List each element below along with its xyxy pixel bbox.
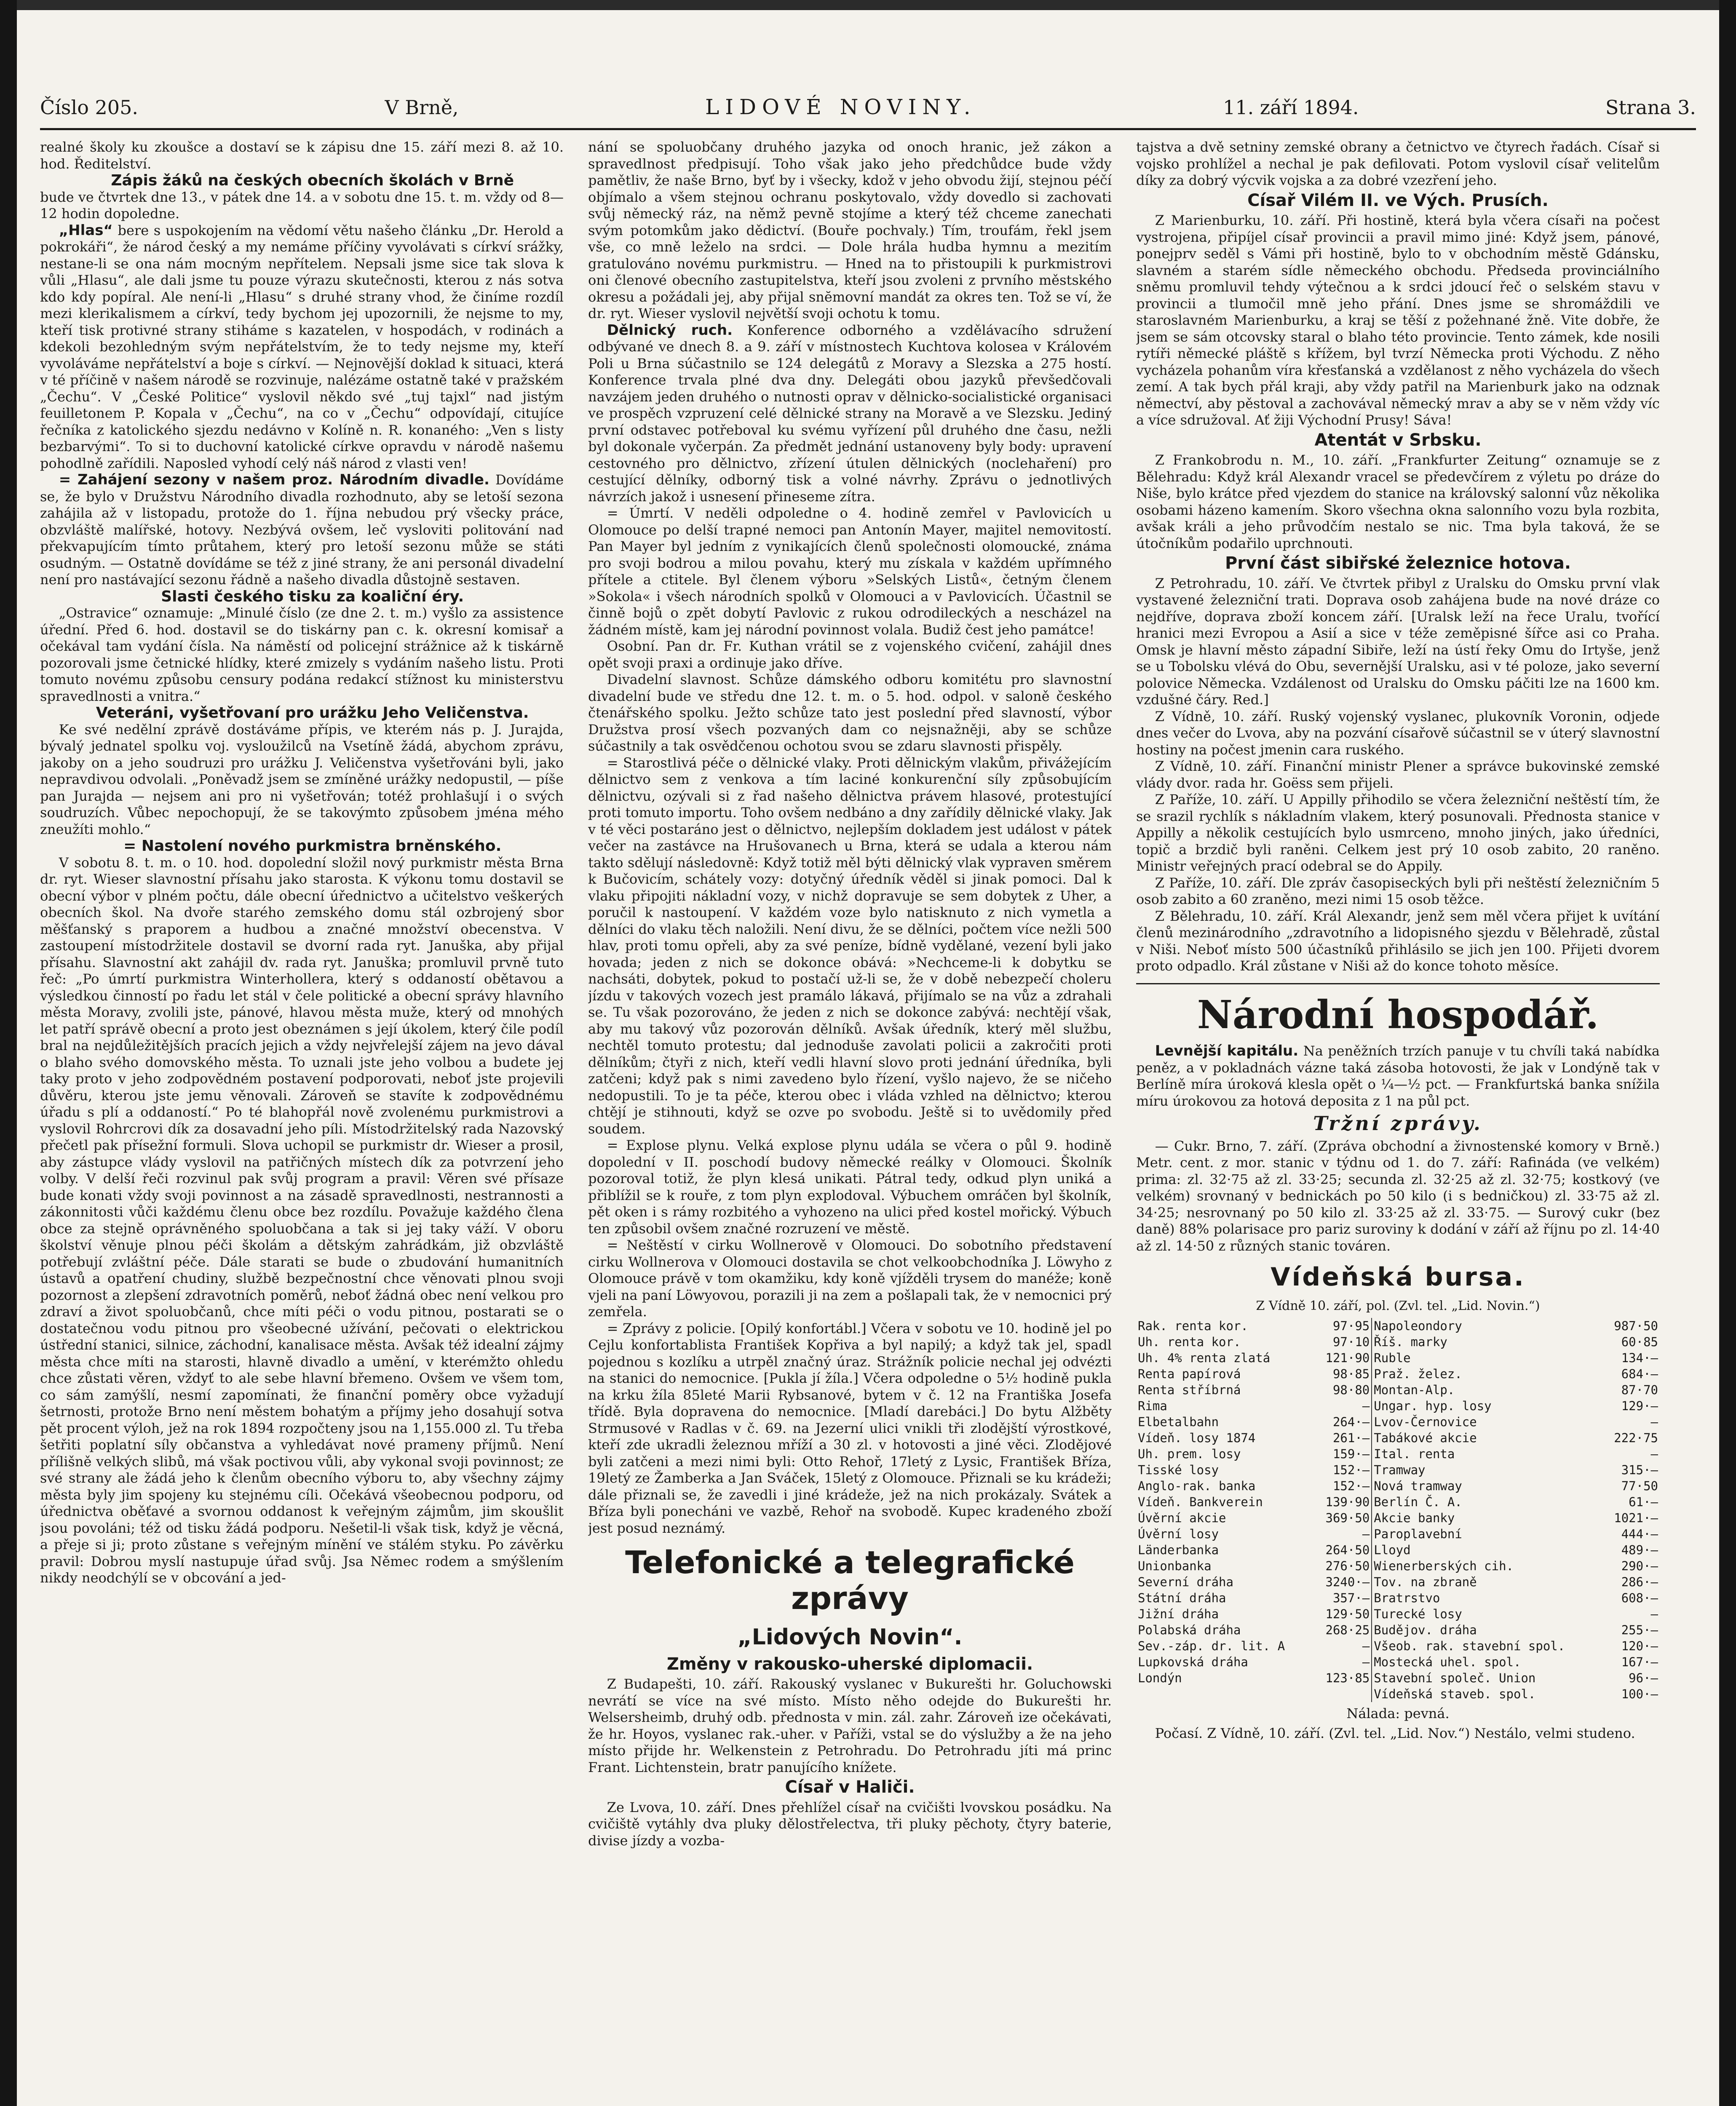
bursa-item: Rima	[1138, 1398, 1167, 1413]
column-3	[1136, 139, 1660, 2106]
article-heading: Levnější kapitálu.	[1155, 1042, 1299, 1060]
bursa-value: 276·50	[1315, 1558, 1372, 1574]
bursa-value: 60·85	[1621, 1334, 1658, 1349]
article-heading: Změny v rakousko-uherské diplomacii.	[666, 1654, 1033, 1674]
article-text: Z Paříže, 10. září. Dle zpráv časopiseckých byli při neštěstí železničním 5 osob zabito a 60 zraněno, mezi nimi 15 osob těžce.	[1136, 874, 1660, 907]
bursa-item: Praž. želez.	[1374, 1366, 1462, 1381]
bursa-value: 489·—	[1621, 1542, 1658, 1557]
section-title-telegraf: Telefonické a telegrafické zprávy	[625, 1545, 1075, 1617]
bursa-value: —	[1650, 1446, 1658, 1461]
article-text: Osobní. Pan dr. Fr. Kuthan vrátil se z vojenského cvičení, zahájil dnes opět svoji praxi a ordinuje jako dříve.	[588, 638, 1112, 671]
bursa-item: Úvěrní akcie	[1138, 1510, 1226, 1525]
section-subtitle-telegraf: „Lidových Novin“.	[737, 1625, 963, 1650]
bursa-item: Lupkovská dráha	[1138, 1654, 1248, 1669]
bursa-value: 123·85	[1315, 1670, 1372, 1686]
bursa-row	[1136, 1606, 1660, 1622]
newspaper-name: LIDOVÉ NOVINY.	[705, 95, 976, 119]
bursa-item: Lloyd	[1374, 1542, 1411, 1557]
bursa-item: Severní dráha	[1138, 1574, 1233, 1589]
bursa-item: Tov. na zbraně	[1374, 1574, 1477, 1589]
article-heading: První část sibiřské železnice hotova.	[1225, 553, 1571, 573]
bursa-item: Říš. marky	[1374, 1334, 1447, 1349]
bursa-item: Londýn	[1138, 1670, 1182, 1685]
article-body: Dovídáme se, že bylo v Družstvu Národního divadla rozhodnuto, aby se letoší sezona zahájila až v listopadu, protože do 1. října nebudou prý všecky práce, obzvláště malířské, hotovy. Nezbývá ovšem, leč vysloviti politování nad překvapujícím tímto průtahem, který pro letoší sezonu může se státi osudným. — Ostatně dovídáme se též z jiné strany, že ani personál divadelní není pro nastávající sezonu řádně a našeho divadla důstojně sestaven.	[40, 472, 564, 588]
bursa-value: 61·—	[1629, 1494, 1658, 1509]
bursa-item: Tisské losy	[1138, 1462, 1219, 1477]
bursa-value: 121·90	[1315, 1350, 1372, 1366]
article-heading: Slasti českého tisku za koaliční éry.	[161, 588, 464, 605]
article-heading: Dělnický ruch.	[607, 321, 733, 339]
bursa-item: Všeob. rak. stavební spol.	[1374, 1638, 1565, 1653]
bursa-item: Berlín Č. A.	[1374, 1494, 1462, 1509]
article-text: = Explose plynu. Velká explose plynu udála se včera o půl 9. hodině dopolední v II. poschodí budovy německé reálky v Olomouci. Školník pozoroval totiž, že plyn klesá unikati. Pátral tedy, odkud plyn uniká a přiblížil se k rouře, z tom plyn explodoval. Výbuchem omráčen byl školník, pět oken i s rámy rozbitého a vyhozeno na ulici před kostel mořický. Výbuch ten způsobil ovšem značné rozruzení ve městě.	[588, 1137, 1112, 1237]
bursa-value: 684·—	[1621, 1366, 1658, 1381]
bursa-item: Renta stříbrná	[1138, 1382, 1241, 1397]
article-text: Počasí. Z Vídně, 10. září. (Zvl. tel. „Lid. Nov.“) Nestálo, velmi studeno.	[1155, 1725, 1635, 1742]
column-1	[40, 139, 564, 2106]
bursa-value: 139·90	[1315, 1494, 1372, 1510]
bursa-row	[1136, 1414, 1660, 1430]
article-heading: = Nastolení nového purkmistra brněnského.	[123, 837, 502, 855]
article-text: = Zprávy z policie. [Opilý konfortábl.] Včera v sobotu ve 10. hodině jel po Cejlu konfortablista František Kopřiva a byl napilý; a když tak jel, spadl pojednou s kozlíku a utrpěl značný úraz. Strážník policie nechal jej odvézti na stanici do nemocnice. [Pukla jí žíla.] Včera odpoledne o 5½ hodině pukla na krku žíla 85leté Marii Rybsanové, bytem v č. 12 na Františka Josefa třídě. Byla dopravena do nemocnice. [Mladí darebáci.] Do bytu Alžběty Strmusové v Radlas v č. 69. na Jezerní ulici vnikli tři zlodějští výrostkové, kteří zde ukradli železnou mříží a 30 zl. v hotovosti a jiné věci. Zlodějové byli zatčeni a mezi nimi byli: Otto Rehoř, 17letý z Lysic, František Bříza, 19letý ze Žamberka a Jan Sváček, 15letý z Olomouce. Přiznali se ku krádeži; dále přiznali se, že zavedli i jiné krádeže, jež na nich prokázaly. Svátek a Bříza byli ponecháni ve vazbě, Rehoř na svobodě. Kupec kradeného zboží jest posud neznámý.	[588, 1320, 1112, 1536]
article-heading: „Hlas“	[59, 222, 113, 239]
bursa-item: Rak. renta kor.	[1138, 1318, 1248, 1333]
bursa-value: 129·50	[1315, 1606, 1372, 1622]
bursa-item: Vídeň. Bankverein	[1138, 1494, 1263, 1509]
bursa-item: Tramway	[1374, 1462, 1426, 1477]
bursa-value: 98·80	[1315, 1382, 1372, 1398]
article-text	[40, 222, 564, 472]
bursa-row	[1136, 1318, 1660, 1334]
bursa-item: Elbetalbahn	[1138, 1414, 1219, 1429]
bursa-item: Länderbanka	[1138, 1542, 1219, 1557]
bursa-item: Polabská dráha	[1138, 1622, 1241, 1637]
bursa-value: 369·50	[1315, 1510, 1372, 1526]
bursa-item: Stavební společ. Union	[1374, 1670, 1536, 1685]
bursa-item: Sev.-záp. dr. lit. A	[1138, 1638, 1285, 1653]
bursa-value: 96·—	[1629, 1670, 1658, 1685]
bursa-item: Ungar. hyp. losy	[1374, 1398, 1492, 1413]
bursa-item: Wienerberských cih.	[1374, 1558, 1514, 1573]
issue-number: Číslo 205.	[40, 96, 138, 119]
bursa-item: Jižní dráha	[1138, 1606, 1219, 1621]
bursa-value: 97·95	[1315, 1318, 1372, 1334]
bursa-row	[1136, 1334, 1660, 1350]
article-text: V sobotu 8. t. m. o 10. hod. dopolední složil nový purkmistr města Brna dr. ryt. Wieser slavnostní přísahu jako starosta. K výkonu tomu dostavil se obecní výbor v plném počtu, dále obecní úřednictvo a učitelstvo veškerých obecních škol. Na dvoře starého zemského domu stál ozbrojený sbor měšťanský s praporem a hudbou a značné množství obecenstva. V zastoupení místodržitele dostavil se dvorní rada ryt. Januška, aby přijal přísahu. Slavnostní akt zahájil dv. rada ryt. Januška; promluvil prvně tuto řeč: „Po úmrtí purkmistra Winterhollera, který s oddaností obětavou a výsledkou činností po řadu let stál v čele politické a obecní správy hlavního města Moravy, zvolili jste, pánové, hlavou města muže, který od mnohých let patří správě obecní a proto jest obeznámen s její úkolem, který čile podíl bral na nejdůležitějších pracích jejich a vždy nejvřelejší zájem na jevo dával o blaho svého domovského města. To uznali jste jeho volbou a budete jej taky proto v jeho zodpovědném postavení podporovati, neboť jste projevili důvěru, kterou jste jemu věnovali. Zároveň se stavíte k zodpovědnému úřadu s plí a oddaností.“ Po té blahopřál nově zvolenému purkmistrovi a vyslovil Rohrcrovi dík za dosavadní jeho píli. Místodržitelský rada Nazovský přečetl pak přísežní formuli. Slova uchopil se purkmistr dr. Wieser a prosil, aby zástupce vlády vyslovil na patřičných místech dík za potvrzení jeho volby. V delší řeči rozvinul pak svůj program a pravil: Věren své přísaze bude konati vždy svoji povinnost a na zásadě spravedlnosti, nestrannosti a zákonnitosti vůči každému členu obce bez rozdílu. Považuje každého člena obce za stejně oprávněného spoluobčana a tak si jej taky váží. V oboru školství věnuje plnou péči školám a dětským zahrádkám, již obzvláště potřebují zvláštní péče. Dále starati se bude o zbudování humanitních ústavů a opatření chudiny, službě bezpečnostní chce věnovati plnou svoji pozornost a zlepšení zdravotních poměrů, neboť žádná obec není velkou pro zdraví a život spoluobčanů, chce míti péči o vodu pitnou, postarati se o dostatečnou vodu pitnou pro všeobecné užívání, pečovati o elektrickou ústřední stanici, silnice, záchodní, kanalisace města. Avšak též idealní zájmy města chce míti na starosti, hlavně divadlo a umění, v kterémžto ohledu chce zůstati věren, vždyť to ale sebe hlavní břemeno. Ovšem ve všem tom, co sám zamýšlí, nesmí zapomínati, že finanční poměry obce vyžadují šetrnosti, protože Brno není městem bohatým a příjmy jeho dosahují sotva pět procent výloh, jež na rok 1894 rozpočteny jsou na 1,155.000 zl. Tu třeba šetřiti poplatní síly občanstva a vyhledávat nové prameny příjmů. Není přílišně velkých slibů, má však poctivou vůli, aby vykonal svoji povinnost; ze své strany ale žádá jeho k členům obecního výboru to, aby všechny zájmy města byly jim spojeny ku stejnému cíli. Očekává všeobecnou podporu, od úřednictva oběťavé a svornou oddanost k veřejným zájmům, jim skoušlit jsou povoláni; též od tisku žádá podporu. Nešetil-li však tisk, když je věcná, a přeje si ji; proto zůstane s veřejným mínění ve stálém styku. Po závěrku pravil: Dobrou myslí nastupuje úřad svůj. Jsa Němec rodem a smýšlením nikdy neodchýlí se v obcování a jed-	[40, 854, 564, 1586]
article-body: bere s uspokojením na vědomí větu našeho článku „Dr. Herold a pokrokáři“, že národ český a my nemáme příčiny vyvolávati s církví srážky, nestane-li se ona nám mocným nepřítelem. Nepsali jsme sice tak slova k vůli „Hlasu“, ale dali jsme tu pouze výrazu skutečnosti, kterou z nás sotva kdo kdy popíral. Ale není-li „Hlasu“ s druhé strany vhod, že činíme rozdíl mezi klerikalismem a církví, tedy bychom jej upozornili, že nejsme to my, kteří tisk protivné strany stiháme s kazatelen, v hospodách, v rodinách a kdekoli bezohledným svým nepřátelstvím, že to tedy nejsme my, kteří vyvoláváme nepřátelství a boje s církví. — Nejnovější doklad k situaci, která v té příčině v našem národě se rozvinuje, nalézáme ostatně také v pražském „Čechu“. V „České Politice“ vyslovil někdo své „tuj tajxl“ nad jistým feuilletonem P. Kopala v „Čechu“, na co v „Čechu“ odpovídají, citujíce řečníka z katolického sjezdu nedávno v Kolíně n. R. konaného: „Ven s listy bezbarvými“. To si to duchovní katolické církve opravdu v národě našemu pohodlně zařídili. Naposled vyhodí celý náš národ z vlasti ven!	[40, 222, 564, 471]
bursa-value: 167·—	[1621, 1654, 1658, 1669]
article-text: tajstva a dvě setniny zemské obrany a četnictvo ve čtyrech řadách. Císař si vojsko prohlížel a nechal je pak defilovati. Potom vyslovil císař velitelům díky za dobrý výcvik vojska a za dobré vzezření jeho.	[1136, 139, 1660, 188]
bursa-item: Paroplavební	[1374, 1526, 1462, 1541]
article-heading: Atentát v Srbsku.	[1314, 430, 1482, 450]
bursa-header: Z Vídně 10. září, pol. (Zvl. tel. „Lid. Novin.“)	[1256, 1299, 1540, 1314]
bursa-row	[1136, 1382, 1660, 1398]
bursa-item: Renta papírová	[1138, 1366, 1241, 1381]
article-text: „Ostravice“ oznamuje: „Minulé číslo (ze dne 2. t. m.) vyšlo za assistence úřední. Před 6. hod. dostavil se do tiskárny pan c. k. okresní komisař a očekával tam vydání čísla. Na náměstí od policejní strážnice až k tiskárně pozorovali jsme četnické hlídky, které zmizely s vydáním našeho listu. Proti tomuto novému způsobu censury podána redakcí stížnost ku ministerstvu spravedlnosti a vnitra.“	[40, 605, 564, 704]
bursa-value: 290·—	[1621, 1558, 1658, 1573]
bursa-value: 264·50	[1315, 1542, 1372, 1558]
article-text: — Cukr. Brno, 7. září. (Zpráva obchodní a živnostenské komory v Brně.) Metr. cent. z mor. stanic v týdnu od 1. do 7. září: Rafináda (ve velkém) prima: zl. 32·75 až zl. 33·25; secunda zl. 32·25 až zl. 32·75; kostkový (ve velkém) srovnaný v bednickách po 50 kilo (i s bedničkou) zl. 33·75 až zl. 34·25; nesrovnaný po 50 kilo zl. 33·25 až zl. 33·75. — Surový cukr (bez daně) 88% polarisace pro pariz suroviny k dodání v září až říjnu po zl. 14·40 až zl. 14·50 z různých stanic továren.	[1136, 1138, 1660, 1254]
bursa-row	[1136, 1542, 1660, 1558]
article-text: Ke své nedělní zprávě dostáváme přípis, ve kterém nás p. J. Jurajda, bývalý jednatel spolku voj. vysloužilců na Vsetíně žádá, abychom zprávu, jakoby on a jeho soudruzi pro urážku J. Veličenstva vyšetřováni byli, jako nepravdivou odvolali. „Poněvadž jsem se zmíněné urážky nedopustil, — píše pan Jurajda — nejsem ani pro ni vyšetřován; totéž prohlašují i o svých soudruzích. Vůbec nepochopují, že se takovýmto způsobem jména mého zneužíti mohlo.“	[40, 721, 564, 837]
bursa-item: Úvěrní losy	[1138, 1526, 1219, 1541]
bursa-table	[1136, 1318, 1660, 1702]
article-text: bude ve čtvrtek dne 13., v pátek dne 14. a v sobotu dne 15. t. m. vždy od 8—12 hodin dopoledne.	[40, 189, 564, 222]
bursa-row	[1136, 1398, 1660, 1414]
page-number: Strana 3.	[1605, 96, 1696, 119]
article-text: Z Frankobrodu n. M., 10. září. „Frankfurter Zeitung“ oznamuje se z Bělehradu: Když král Alexandr vracel se předevčírem z výletu po dráze do Niše, bylo krátce před vjezdem do stanice na královský salonní vůz několika osobami házeno kamením. Skoro všechna okna salonního vozu byla rozbita, avšak králi a jeho průvodčím nestalo se nic. Tma byla taková, že se útočníkům podařilo uprchnouti.	[1136, 452, 1660, 551]
bursa-row	[1136, 1526, 1660, 1542]
article-body: Na peněžních trzích panuje v tu chvíli taká nabídka peněz, a v pokladnách vázne taká zásoba hotovosti, že jak v Londýně tak v Berlíně míra úroková klesla opět o ¼—½ pct. — Frankfurtská banka snížila míru úrokovou za hotová deposita z 1 na půl pct.	[1136, 1043, 1660, 1109]
article-heading: Císař Vilém II. ve Vých. Prusích.	[1247, 190, 1549, 210]
bursa-item: Mostecká uhel. spol.	[1374, 1654, 1521, 1669]
masthead	[40, 95, 1696, 128]
bursa-value: 87·70	[1621, 1382, 1658, 1397]
bursa-value: 100·—	[1621, 1686, 1658, 1701]
bursa-row	[1136, 1654, 1660, 1670]
article-heading: Císař v Haliči.	[785, 1777, 915, 1797]
bursa-value: 120·—	[1621, 1638, 1658, 1653]
bursa-value: 1021·—	[1614, 1510, 1658, 1525]
bursa-value: 152·—	[1315, 1478, 1372, 1494]
article-text: Z Petrohradu, 10. září. Ve čtvrtek přibyl z Uralsku do Omsku první vlak vystavené železniční trati. Doprava osob zahájena bude na nové dráze co nejdříve, doprava zboží koncem září. [Uralsk leží na řece Uralu, tvořící hranici mezi Evropou a Asií a sice v téže zeměpisné šířce asi co Praha. Omsk je hlavní město západní Sibiře, leží na ústí řeky Omu do Irtyše, jenž se u Tobolsku vlévá do Obu, severnější Uralsku, asi v té poloze, jako severní polovice Německa. Vzdálenost od Uralsku do Omsku páčiti lze na 1600 km. vzdušné čáry. Red.]	[1136, 575, 1660, 708]
article-text: = Starostlivá péče o dělnické vlaky. Proti dělnickým vlakům, přivážejícím dělnictvo sem z venkova a tím laciné konkurenční síly způsobujícím dělnictvu, ozývali si z řad našeho dělnictva právem hlasové, protestující proti tomuto importu. Toho ovšem nedbáno a dny zařídily dělnické vlaky. Jak v té věci postaráno jest o dělnictvo, nejlepším dokladem jest událost v pátek večer na zastávce na Hrušovanech u Brna, která se udala a kterou nám takto sdělují následovně: Když totiž měl býti dělnický vlak vypraven směrem k Bučovicím, schátely vozy: dotyčný úředník věděl si jinak pomoci. Dal k vlaku připojiti nákladní vozy, v nichž dopravuje se sem dobytek z Uher, a poručil k nastoupení. V každém voze bylo natisknuto z nich vymetla a dělníci do vlaku těch naložili. Není divu, že se dělníci, počtem více nežli 500 hlav, proti tomu opřeli, aby za své peníze, bídně vydělané, vezení byli jako hovada; jeden z nich se dokonce obává: »Nechceme-li k dobytku se nachsáti, dobytek, pokud to postačí už-li se, že v době nebezpečí choleru jízdu v takových vozech jest pramálo lákavá, přijímalo se na vůz a zdrahali se. Tu však pozorováno, že jeden z nich se dokonce zabývá: nechtějí však, aby mu takový vůz pozorován dělníků. Avšak úředník, který měl službu, nechtěl tomuto protestu; dal jednoduše zavolati policii a zakročiti proti dělníkům; čtyři z nich, kteří vedli hlavní slovo proti jednání úředníka, byli zatčeni; když pak s nimi zavedeno bylo řízení, vyšlo najevo, že se ničeho nedopustili. To je ta péče, kterou obec i vláda vzhled na dělnictvo; kterou chtějí je stihnouti, když se ozve po svobodu. Ještě si to uvědomily před soudem.	[588, 754, 1112, 1137]
article-text: realné školy ku zkoušce a dostaví se k zápisu dne 15. září mezi 8. až 10. hod. Ředitelství.	[40, 139, 564, 172]
bursa-value: 286·—	[1621, 1574, 1658, 1589]
bursa-value: 444·—	[1621, 1526, 1658, 1541]
bursa-row	[1136, 1510, 1660, 1526]
article-heading: = Zahájení sezony v našem proz. Národním divadle.	[59, 471, 490, 488]
bursa-value: —	[1315, 1654, 1372, 1670]
bursa-row	[1136, 1478, 1660, 1494]
bursa-value: 264·—	[1315, 1414, 1372, 1430]
article-heading: Zápis žáků na českých obecních školách v Brně	[111, 172, 514, 189]
place: V Brně,	[385, 96, 459, 119]
bursa-row	[1136, 1686, 1660, 1702]
bursa-value: 3240·—	[1315, 1574, 1372, 1590]
bursa-item: Nová tramway	[1374, 1478, 1462, 1493]
article-text: Z Vídně, 10. září. Ruský vojenský vyslanec, plukovník Voronin, odjede dnes večer do Lvova, aby na pozvání císařově súčastnil se v úterý slavnostní hostiny na počest jmenin cara ruského.	[1136, 708, 1660, 758]
bursa-value: 608·—	[1621, 1590, 1658, 1605]
bursa-row	[1136, 1366, 1660, 1382]
bursa-value: 222·75	[1614, 1430, 1658, 1445]
column-2	[588, 139, 1112, 2106]
article-text: Divadelní slavnost. Schůze dámského odboru komitétu pro slavnostní divadelní bude ve středu dne 12. t. m. o 5. hod. odpol. v saloně českého čtenářského spolku. Ježto schůze tato jest poslední před slavností, výbor Družstva prosí všech pozvaných dam co nejsnažněji, aby se schůze súčastnily a tak osvědčenou ochotou svou se zdaru slavnosti přispěly.	[588, 671, 1112, 754]
bursa-value: —	[1650, 1606, 1658, 1621]
bursa-item: Napoleondory	[1374, 1318, 1462, 1333]
bursa-row	[1136, 1574, 1660, 1590]
bursa-value: —	[1315, 1638, 1372, 1654]
bursa-value	[1315, 1686, 1372, 1702]
bursa-value: 98·85	[1315, 1366, 1372, 1382]
bursa-row	[1136, 1446, 1660, 1462]
bursa-item: Anglo-rak. banka	[1138, 1478, 1256, 1493]
bursa-item: Turecké losy	[1374, 1606, 1462, 1621]
article-text: Z Budapešti, 10. září. Rakouský vyslanec v Bukurešti hr. Goluchowski nevrátí se více na své místo. Místo něho odejde do Bukurešti hr. Welsersheimb, druhý odb. přednosta v min. zál. zahr. Zároveň ize očekávati, že hr. Hoyos, vyslanec rak.-uher. v Paříži, vstal se do výslužby a že na jeho místo přijde hr. Welkenstein z Petrohradu. Do Petrohradu jíti má princ Frant. Lichtenstein, bratr panujícího knížete.	[588, 1676, 1112, 1775]
bursa-value: 129·—	[1621, 1398, 1658, 1413]
bursa-item: Lvov-Černovice	[1374, 1414, 1477, 1429]
columns	[40, 139, 1696, 2106]
bursa-value: 255·—	[1621, 1622, 1658, 1637]
bursa-value: 159·—	[1315, 1446, 1372, 1462]
article-text	[1136, 1043, 1660, 1109]
section-title-narodni-hospodar: Národní hospodář.	[1136, 983, 1660, 1037]
bursa-value: 268·25	[1315, 1622, 1372, 1638]
article-text: Z Marienburku, 10. září. Při hostině, která byla včera císaři na počest vystrojena, připíjel císař provincii a pravil mimo jiné: Když jsem, pánové, ponejprv seděl s Vámi při hostině, bylo to v obchodním městě Gdánsku, slavném a starém sídle německého obchodu. Předseda provinciálního sněmu promluvil tehdy výtečnou a k srdci jdoucí řeč o selském stavu v provincii a tlumočil mně jeho přání. Dnes jsme se shromáždili ve staroslavném Marienburku, a kraj se těší z požehnané žně. Vite dobře, že jsem se sám otcovsky staral o blaho této provincie. Tento zámek, kde nosili rytíři německé pláště s křížem, byl tvrzí Německa proti Východu. Z něho vycházela pohanům víra křesťanská a vzdělanost z něho vycházela do všech zemí. A tak bych přál kraji, aby vždy patřil na Marienburk jako na odznak němectví, aby pěstoval a zachovával německý mrav a aby se v něm vždy víc a více sdružoval. Ať žiji Východní Prusy! Sáva!	[1136, 212, 1660, 428]
bursa-row	[1136, 1622, 1660, 1638]
bursa-value: 261·—	[1315, 1430, 1372, 1446]
article-heading: Veteráni, vyšetřovaní pro urážku Jeho Veličenstva.	[96, 704, 529, 722]
bursa-row	[1136, 1590, 1660, 1606]
bursa-value: 357·—	[1315, 1590, 1372, 1606]
bursa-value: 97·10	[1315, 1334, 1372, 1350]
bursa-item: Unionbanka	[1138, 1558, 1212, 1573]
bursa-row	[1136, 1638, 1660, 1654]
bursa-item: Bratrstvo	[1374, 1590, 1440, 1605]
issue-date: 11. září 1894.	[1223, 96, 1359, 119]
bursa-row	[1136, 1670, 1660, 1686]
bursa-item	[1136, 1686, 1315, 1702]
bursa-value: 134·—	[1621, 1350, 1658, 1365]
article-text: = Úmrtí. V neděli odpoledne o 4. hodině zemřel v Pavlovicích u Olomouce po delší trapné nemoci pan Antonín Mayer, majitel nemovitostí. Pan Mayer byl jedním z vynikajících členů společnosti olomoucké, známa pro svoji bodrou a milou povahu, který mu získala v každém upřímného přítele a ctitele. Byl členem výboru »Selských Listů«, četným členem »Sokola« i všech národních spolků v Olomouci a v Pavlovicích. Účastnil se činně bojů o zpět dobytí Pavlovic z rukou odrodileckých a nescházel na žádném místě, kam jej národní povinnost volala. Budiž čest jeho památce!	[588, 505, 1112, 638]
bursa-mood: Nálada: pevná.	[1346, 1705, 1450, 1721]
bursa-item: Uh. renta kor.	[1138, 1334, 1241, 1349]
scan-edge-right	[1719, 0, 1736, 2106]
bursa-row	[1136, 1430, 1660, 1446]
bursa-item: Státní dráha	[1138, 1590, 1226, 1605]
section-title-bursa: Vídeňská bursa.	[1271, 1262, 1525, 1292]
bursa-item: Vídeň. losy 1874	[1138, 1430, 1256, 1445]
bursa-value: 152·—	[1315, 1462, 1372, 1478]
bursa-item: Ruble	[1374, 1350, 1411, 1365]
bursa-item: Uh. prem. losy	[1138, 1446, 1241, 1461]
article-text: Z Vídně, 10. září. Finanční ministr Plener a správce bukovinské zemské vlády dvor. rada hr. Goëss sem přijeli.	[1136, 758, 1660, 791]
article-text: Z Bělehradu, 10. září. Král Alexandr, jenž sem měl včera přijet k uvítání členů mezinárodního „zdravotního a lidopisného sjezdu v Bělehradě, zůstal v Niši. Neboť místo 500 účastníků přihlásilo se jich jen 100. Přijeti dvorem proto odpadlo. Král zůstane v Niši až do konce tohoto měsíce.	[1136, 908, 1660, 974]
bursa-value: 315·—	[1621, 1462, 1658, 1477]
bursa-table-body	[1136, 1318, 1660, 1702]
bursa-item: Budějov. dráha	[1374, 1622, 1477, 1637]
article-text: nání se spoluobčany druhého jazyka od onoch hranic, jež zákon a spravedlnost předpisují. Toho však jako jeho předchůdce bude vždy pamětliv, že naše Brno, byť by i všecky, kdož v jeho obvodu žijí, stejnou péčí objímalo a všem stejnou ochranu poskytovalo, vždy dovedlo si zachovati svůj německý ráz, na němž pevně stojíme a který též chceme zanechati svým potomkům jako dědictví. (Bouře pochvaly.) Tím, troufám, řekl jsem vše, co mně leželo na srdci. — Dole hrála hudba hymnu a mezitím gratulováno novému purkmistru. — Hned na to přistoupili k purkmistrovi oni členové obecního zastupitelstva, kteří jsou zvoleni z prvního městského okresu a požádali jej, aby přijal snĕmovní mandát za okres ten. Tož se ví, že dr. ryt. Wieser vyslovil největší svoji ochotu k tomu.	[588, 139, 1112, 321]
bursa-value: —	[1315, 1526, 1372, 1542]
bursa-item: Vídeňská staveb. spol.	[1374, 1686, 1536, 1701]
bursa-item: Akcie banky	[1374, 1510, 1455, 1525]
bursa-item: Tabákové akcie	[1374, 1430, 1477, 1445]
bursa-row	[1136, 1350, 1660, 1366]
scan-edge-left	[0, 0, 17, 2106]
article-text	[588, 322, 1112, 505]
bursa-value: —	[1315, 1398, 1372, 1414]
masthead-rule	[40, 128, 1696, 130]
article-text: Z Paříže, 10. září. U Appilly přihodilo se včera železniční neštěstí tím, že se srazil rychlík s nákladním vlakem, který posunovali. Přednosta stanice v Appilly a několik cestujících bylo usmrceno, mnoho jiných, jako úředníci, topič a brzdič byli raněni. Celkem jest prý 10 osob zabito, 20 raněno. Ministr veřejných prací odebral se do Appily.	[1136, 791, 1660, 874]
bursa-item: Uh. 4% renta zlatá	[1138, 1350, 1271, 1365]
section-title-trzni-zpravy: Tržní zprávy.	[1313, 1112, 1483, 1135]
bursa-row	[1136, 1462, 1660, 1478]
bursa-item: Ital. renta	[1374, 1446, 1455, 1461]
bursa-row	[1136, 1558, 1660, 1574]
bursa-value: 987·50	[1614, 1318, 1658, 1333]
article-text: Ze Lvova, 10. září. Dnes přehlížel císař na cvičišti lvovskou posádku. Na cvičiště vytáhly dva pluky dělostřelectva, tři pluky pěchoty, čtyry baterie, divise jízdy a vozba-	[588, 1799, 1112, 1849]
bursa-item: Montan-Alp.	[1374, 1382, 1455, 1397]
bursa-row	[1136, 1494, 1660, 1510]
article-text	[40, 472, 564, 588]
article-text: = Neštěstí v cirku Wollnerově v Olomouci. Do sobotního představení cirku Wollnerova v Olomouci dostavila se chot velkoobchodníka J. Löwyho z Olomouce právě v tom okamžiku, kdy koně vjížděli trysem do manéže; koně vjeli na paní Löwyovou, porazili ji na zem a pošlapali tak, že v nemocnici prý zemřela.	[588, 1237, 1112, 1320]
bursa-value: —	[1650, 1414, 1658, 1429]
article-body: Konference odborného a vzdělávacího sdružení odbývané ve dnech 8. a 9. září v místnostech Kuchtova kolosea v Královém Poli u Brna súčastnilo se 124 delegátů z Moravy a Slezska a 275 hostí. Konference trvala plné dva dny. Delegáti obou jazyků převšedčovali navzájem jeden druhého o nutnosti oprav v dělnicko-socialistické organisaci ve prospěch vzpruzení celé dělnické strany na Moravě a ve Slezsku. Jediný první odstavec potřeboval ku svému vyřízení půl druhého dne času, nežli byl dokonale vyčerpán. Za předmět jednání ustanoveny byly body: upravení cestovného pro dělnictvo, zřízení útulen dělnických (noclehaření) pro cestující dělníky, odborný tisk a volné návrhy. Zprávu o jednotlivých návrzích jakož i usnesení přineseme zítra.	[588, 322, 1112, 505]
scan-edge-top	[17, 0, 1719, 10]
bursa-value: 77·50	[1621, 1478, 1658, 1493]
